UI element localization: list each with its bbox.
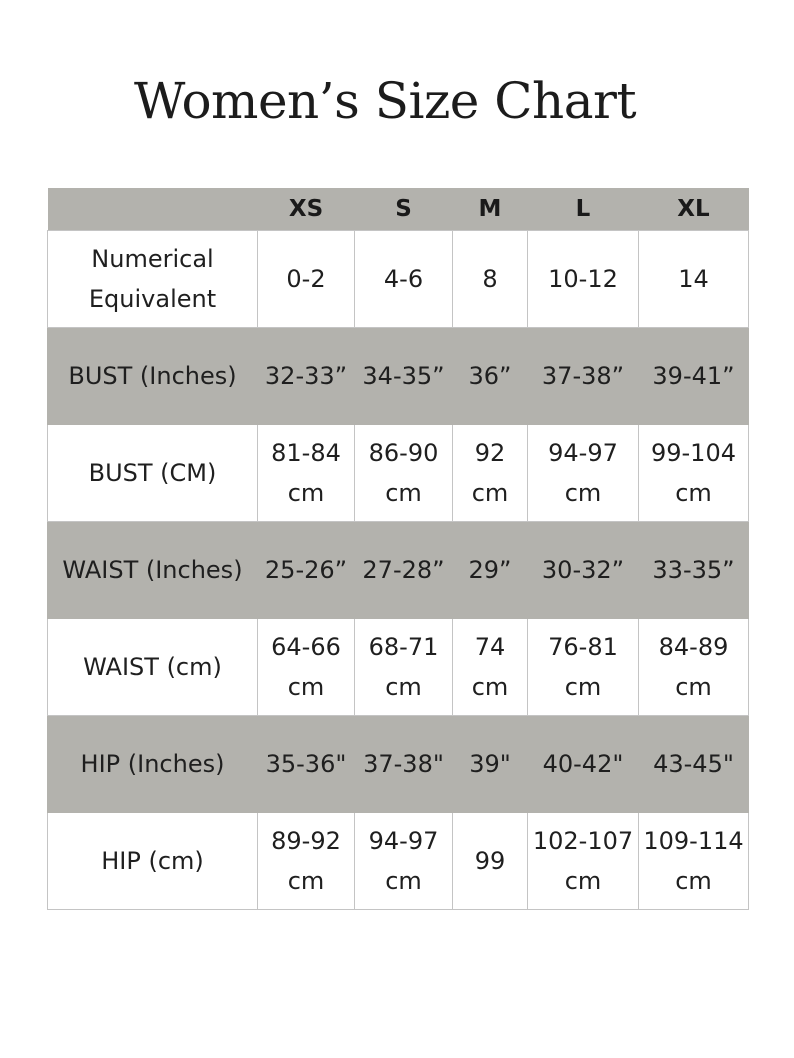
table-cell: 99-104 cm — [639, 425, 749, 522]
header-cell-xs: XS — [258, 188, 355, 231]
table-cell: 68-71 cm — [355, 619, 453, 716]
table-row — [48, 328, 749, 425]
table-cell: 8 — [453, 231, 528, 328]
row-label: HIP (Inches) — [48, 716, 258, 813]
table-cell: 102-107 cm — [528, 813, 639, 910]
table-cell: 14 — [639, 231, 749, 328]
table-cell: 27-28” — [355, 522, 453, 619]
row-label: WAIST (cm) — [48, 619, 258, 716]
page-title: Women’s Size Chart — [133, 72, 637, 130]
table-cell: 35-36" — [258, 716, 355, 813]
table-row — [48, 619, 749, 716]
table-cell: 34-35” — [355, 328, 453, 425]
table-cell: 74 cm — [453, 619, 528, 716]
table-cell: 64-66 cm — [258, 619, 355, 716]
table-row — [48, 716, 749, 813]
table-cell: 92 cm — [453, 425, 528, 522]
header-cell-m: M — [453, 188, 528, 231]
table-cell: 37-38" — [355, 716, 453, 813]
table-cell: 32-33” — [258, 328, 355, 425]
table-cell: 40-42" — [528, 716, 639, 813]
table-row — [48, 813, 749, 910]
table-cell: 25-26” — [258, 522, 355, 619]
row-label: BUST (Inches) — [48, 328, 258, 425]
table-cell: 39-41” — [639, 328, 749, 425]
header-cell-s: S — [355, 188, 453, 231]
table-cell: 4-6 — [355, 231, 453, 328]
row-label: HIP (cm) — [48, 813, 258, 910]
table-row — [48, 231, 749, 328]
table-header-row — [48, 188, 749, 231]
table-cell: 81-84 cm — [258, 425, 355, 522]
table-cell: 94-97 cm — [355, 813, 453, 910]
size-table — [47, 188, 749, 910]
table-cell: 99 — [453, 813, 528, 910]
table-cell: 37-38” — [528, 328, 639, 425]
table-cell: 30-32” — [528, 522, 639, 619]
table-cell: 29” — [453, 522, 528, 619]
table-cell: 36” — [453, 328, 528, 425]
table-cell: 89-92 cm — [258, 813, 355, 910]
table-cell: 39" — [453, 716, 528, 813]
table-cell: 84-89 cm — [639, 619, 749, 716]
table-cell: 33-35” — [639, 522, 749, 619]
table-row — [48, 522, 749, 619]
table-cell: 10-12 — [528, 231, 639, 328]
row-label: WAIST (Inches) — [48, 522, 258, 619]
table-cell: 94-97 cm — [528, 425, 639, 522]
table-cell: 86-90 cm — [355, 425, 453, 522]
table-cell: 109-114 cm — [639, 813, 749, 910]
header-cell-l: L — [528, 188, 639, 231]
table-cell: 76-81 cm — [528, 619, 639, 716]
table-cell: 43-45" — [639, 716, 749, 813]
table-row — [48, 425, 749, 522]
table-cell: 0-2 — [258, 231, 355, 328]
row-label: Numerical Equivalent — [48, 231, 258, 328]
header-cell-xl: XL — [639, 188, 749, 231]
row-label: BUST (CM) — [48, 425, 258, 522]
header-cell-empty — [48, 188, 258, 231]
